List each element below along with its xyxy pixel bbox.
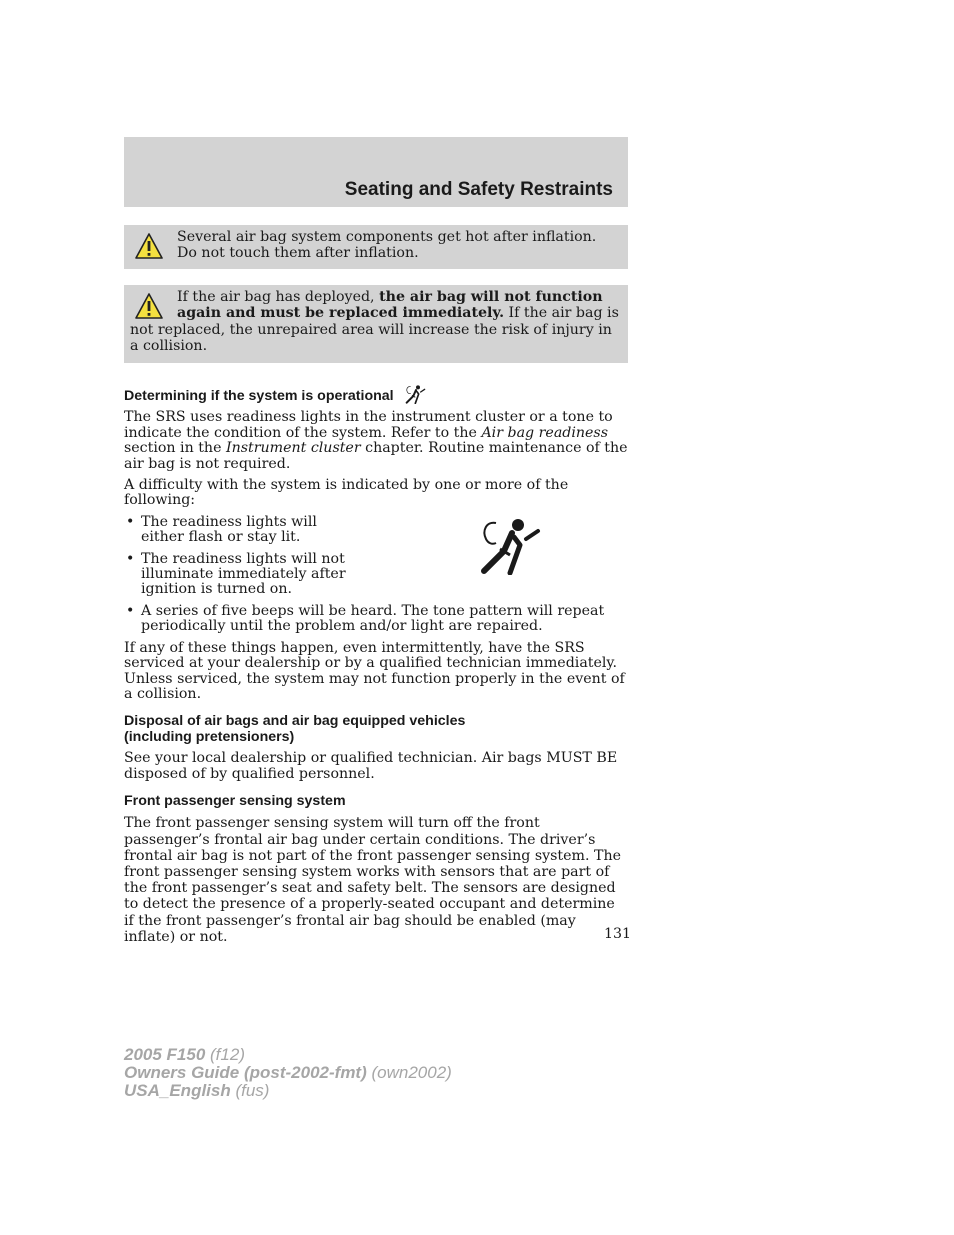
- chapter-title: Seating and Safety Restraints: [344, 179, 613, 200]
- warning-text-pre: If the air bag has deployed,: [177, 289, 380, 305]
- footer-line: [124, 1064, 452, 1082]
- list-item: • The readiness lights will not illuminate immediately after ignition is turned on.: [124, 552, 363, 598]
- footer-line: [124, 1046, 452, 1064]
- paragraph-passenger-sensing: The front passenger sensing system will turn off the front passenger’s frontal air bag under certain conditions. The driver’s frontal air bag is not part of the front passenger sensing system. The front passenger sensing system works with sensors that are part of the front passenger’s seat and safety belt. The sensors are designed to detect the presence of a properly-seated occupant and determine if the front passenger’s frontal air bag should be enabled (may inflate) or not.: [124, 815, 621, 945]
- chapter-header: [124, 137, 628, 207]
- warning-triangle-icon: [134, 292, 164, 320]
- paragraph-difficulty: A difficulty with the system is indicated by one or more of the following:: [124, 477, 569, 509]
- paragraph-disposal: See your local dealership or qualified technician. Air bags MUST BE disposed of by qualified personnel.: [124, 750, 618, 782]
- page-number: 131: [604, 926, 632, 942]
- section-heading-disposal: [124, 714, 628, 745]
- warning-box-hot-components: [124, 225, 628, 269]
- cross-reference-instrument-cluster: Instrument cluster: [225, 440, 361, 457]
- footer-guide: Owners Guide (post-2002-fmt): [124, 1063, 367, 1082]
- section-heading-text: Determining if the system is operational: [124, 388, 394, 404]
- paragraph-srs-service: If any of these things happen, even intermittently, have the SRS serviced at your dealership or by a qualified technician immediately. Unless serviced, the system may not function properly in the event of a collision.: [124, 639, 625, 702]
- section-heading-text: (including pretensioners): [124, 728, 295, 745]
- footer-line: [124, 1082, 452, 1100]
- section-heading-operational: [124, 384, 628, 404]
- bullet-list: [124, 604, 628, 635]
- bullet-list: [124, 515, 628, 598]
- text-run: chapter. Routine maintenance of the air bag is not required.: [124, 440, 628, 472]
- footer-language: USA_English: [124, 1081, 231, 1100]
- warning-text: Several air bag system components get hot after inflation. Do not touch them after inflation.: [177, 229, 597, 262]
- footer-model: 2005 F150: [124, 1045, 206, 1064]
- section-heading-passenger-sensing: Front passenger sensing system: [124, 792, 346, 809]
- footer-model-code: (f12): [205, 1045, 245, 1064]
- warning-text-post: If the air bag is not replaced, the unrepaired area will increase the risk of injury in a collision.: [130, 305, 619, 355]
- section-heading-text: Disposal of air bags and air bag equipped vehicles: [124, 713, 466, 730]
- airbag-icon: [402, 384, 428, 404]
- text-run: section in the: [124, 440, 226, 457]
- warning-text-bold: the air bag will not function again and must be replaced immediately.: [177, 289, 603, 322]
- paragraph-srs: [124, 410, 628, 472]
- warning-triangle-icon: [134, 232, 164, 260]
- list-item: • The readiness lights will either flash or stay lit.: [124, 515, 363, 546]
- bullet-area: [124, 515, 628, 635]
- footer-guide-code: (own2002): [366, 1063, 452, 1082]
- airbag-icon: [474, 515, 544, 575]
- footer-language-code: (fus): [230, 1081, 270, 1100]
- list-item: • A series of five beeps will be heard. The tone pattern will repeat periodically until the problem and/or light are repaired.: [124, 604, 628, 635]
- warning-box-deployed: [124, 285, 628, 363]
- cross-reference-air-bag-readiness: Air bag readiness: [481, 424, 608, 441]
- document-footer: [124, 1046, 452, 1100]
- main-content: [124, 384, 628, 951]
- text-run: The SRS uses readiness lights in the instrument cluster or a tone to indicate the condition of the system. Refer to the: [124, 409, 613, 441]
